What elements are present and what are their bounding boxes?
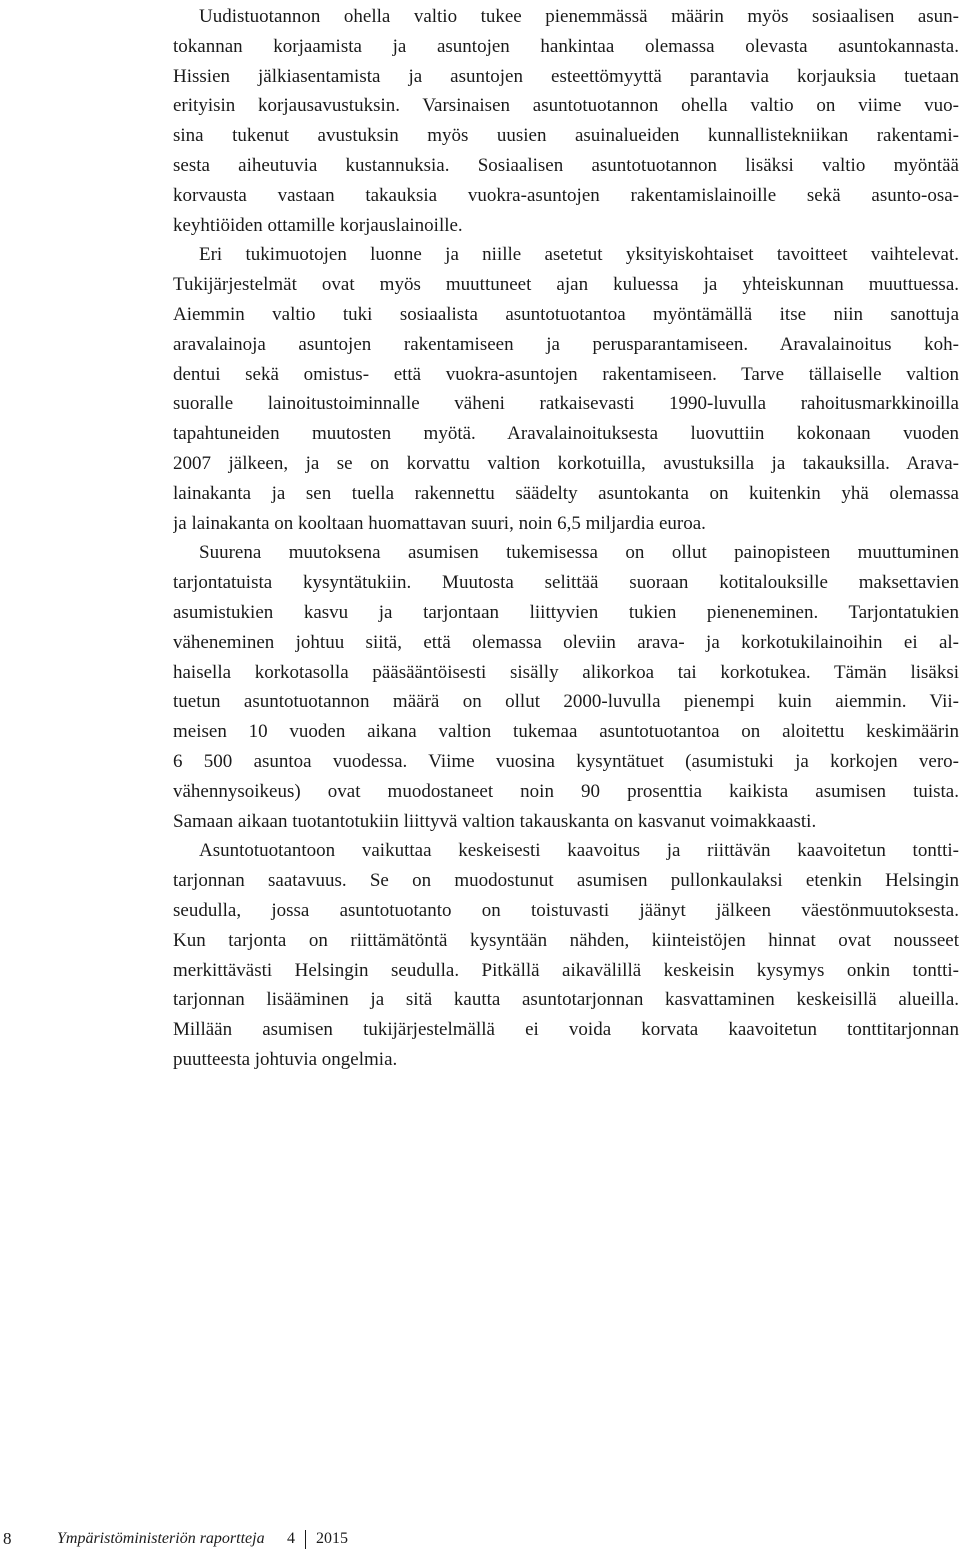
page-number: 8 [3,1529,12,1548]
text-line: Samaan aikaan tuotantotukiin liittyvä valtion takauskanta on kasvanut voimakkaasti. [173,810,817,832]
text-line: väheneminen johtuu siitä, että olemassa oleviin arava- ja korkotukilainoihin ei al- [173,631,959,653]
text-line: sina tukenut avustuksin myös uusien asuinalueiden kunnallistekniikan rakentami- [173,125,959,147]
text-line: tarjonnan saatavuus. Se on muodostunut asumisen pullonkaulaksi etenkin Helsingin [173,870,959,892]
text-line: Eri tukimuotojen luonne ja niille asetetut yksityiskohtaiset tavoitteet vaihtelevat. [199,244,959,266]
text-line: lainakanta ja sen tuella rakennettu säädelty asuntokanta on kuitenkin yhä olemassa [173,482,959,504]
page-footer [0,1524,400,1554]
text-line: Suurena muutoksena asumisen tukemisessa on ollut painopisteen muuttuminen [199,542,959,564]
text-line: tapahtuneiden muutosten myötä. Aravalainoituksesta luovuttiin kokonaan vuoden [173,423,959,445]
text-line: merkittävästi Helsingin seudulla. Pitkällä aikavälillä keskeisin kysymys onkin tontti- [173,959,959,981]
issue-number: 4 [287,1530,295,1547]
text-line: meisen 10 vuoden aikana valtion tukemaa asuntotuotantoa on aloitettu keskimäärin [173,721,959,743]
text-line: Uudistuotannon ohella valtio tukee pienemmässä määrin myös sosiaalisen asun- [199,6,959,27]
text-line: korvausta vastaan takauksia vuokra-asuntojen rakentamislainoille sekä asunto-osa- [173,184,959,206]
text-line: seudulla, jossa asuntotuotanto on toistuvasti jäänyt jälkeen väestönmuutoksesta. [173,899,959,921]
text-line: Hissien jälkiasentamista ja asuntojen esteettömyyttä parantavia korjauksia tuetaan [173,65,959,87]
text-line: puutteesta johtuvia ongelmia. [173,1048,398,1070]
body-text [173,2,959,1075]
text-line: aravalainoja asuntojen rakentamiseen ja perusparantamiseen. Aravalainoitus koh- [173,333,959,355]
text-line: erityisin korjausavustuksin. Varsinaisen asuntotuotannon ohella valtio on viime vuo- [173,95,959,117]
text-line: dentui sekä omistus- että vuokra-asuntojen rakentamiseen. Tarve tällaiselle valtion [173,363,959,385]
text-line: tokannan korjaamista ja asuntojen hankintaa olemassa olevasta asuntokannasta. [173,35,959,57]
text-line: ja lainakanta on kooltaan huomattavan suuri, noin 6,5 miljardia euroa. [173,512,706,534]
text-line: Aiemmin valtio tuki sosiaalista asuntotuotantoa myöntämällä itse niin sanottuja [173,303,959,325]
text-line: tarjonnan lisääminen ja sitä kautta asuntotarjonnan kasvattaminen keskeisillä alueilla. [173,989,959,1011]
text-line: asumistukien kasvu ja tarjontaan liittyvien tukien pieneneminen. Tarjontatukien [173,601,959,623]
text-line: sesta aiheutuvia kustannuksia. Sosiaalisen asuntotuotannon lisäksi valtio myöntää [173,154,959,176]
publication-year: 2015 [316,1530,348,1547]
text-line: 6 500 asuntoa vuodessa. Viime vuosina kysyntätuet (asumistuki ja korkojen vero- [173,750,959,772]
text-line: Tukijärjestelmät ovat myös muuttuneet ajan kuluessa ja yhteiskunnan muuttuessa. [173,274,959,296]
text-line: keyhtiöiden ottamille korjauslainoille. [173,214,463,236]
text-line: Asuntotuotantoon vaikuttaa keskeisesti kaavoitus ja riittävän kaavoitetun tontti- [199,840,959,862]
text-line: vähennysoikeus) ovat muodostaneet noin 90 prosenttia kaikista asumisen tuista. [173,780,959,802]
text-line: tuetun asuntotuotannon määrä on ollut 2000-luvulla pienempi kuin aiemmin. Vii- [173,691,959,713]
text-line: haisella korkotasolla pääsääntöisesti sisälly alikorkoa tai korkotukea. Tämän lisäksi [173,661,959,683]
text-line: tarjontatuista kysyntätukiin. Muutosta selittää suoraan kotitalouksille maksettavien [173,572,959,594]
text-line: Millään asumisen tukijärjestelmällä ei voida korvata kaavoitetun tonttitarjonnan [173,1019,959,1041]
publication-series: Ympäristöministeriön raportteja [57,1530,265,1547]
text-line: 2007 jälkeen, ja se on korvattu valtion korkotuilla, avustuksilla ja takauksilla. Arava- [173,452,959,474]
footer-divider [305,1530,306,1549]
text-line: Kun tarjonta on riittämätöntä kysyntään nähden, kiinteistöjen hinnat ovat nousseet [173,929,959,951]
text-line: suoralle lainoitustoiminnalle väheni ratkaisevasti 1990-luvulla rahoitusmarkkinoilla [173,393,959,415]
